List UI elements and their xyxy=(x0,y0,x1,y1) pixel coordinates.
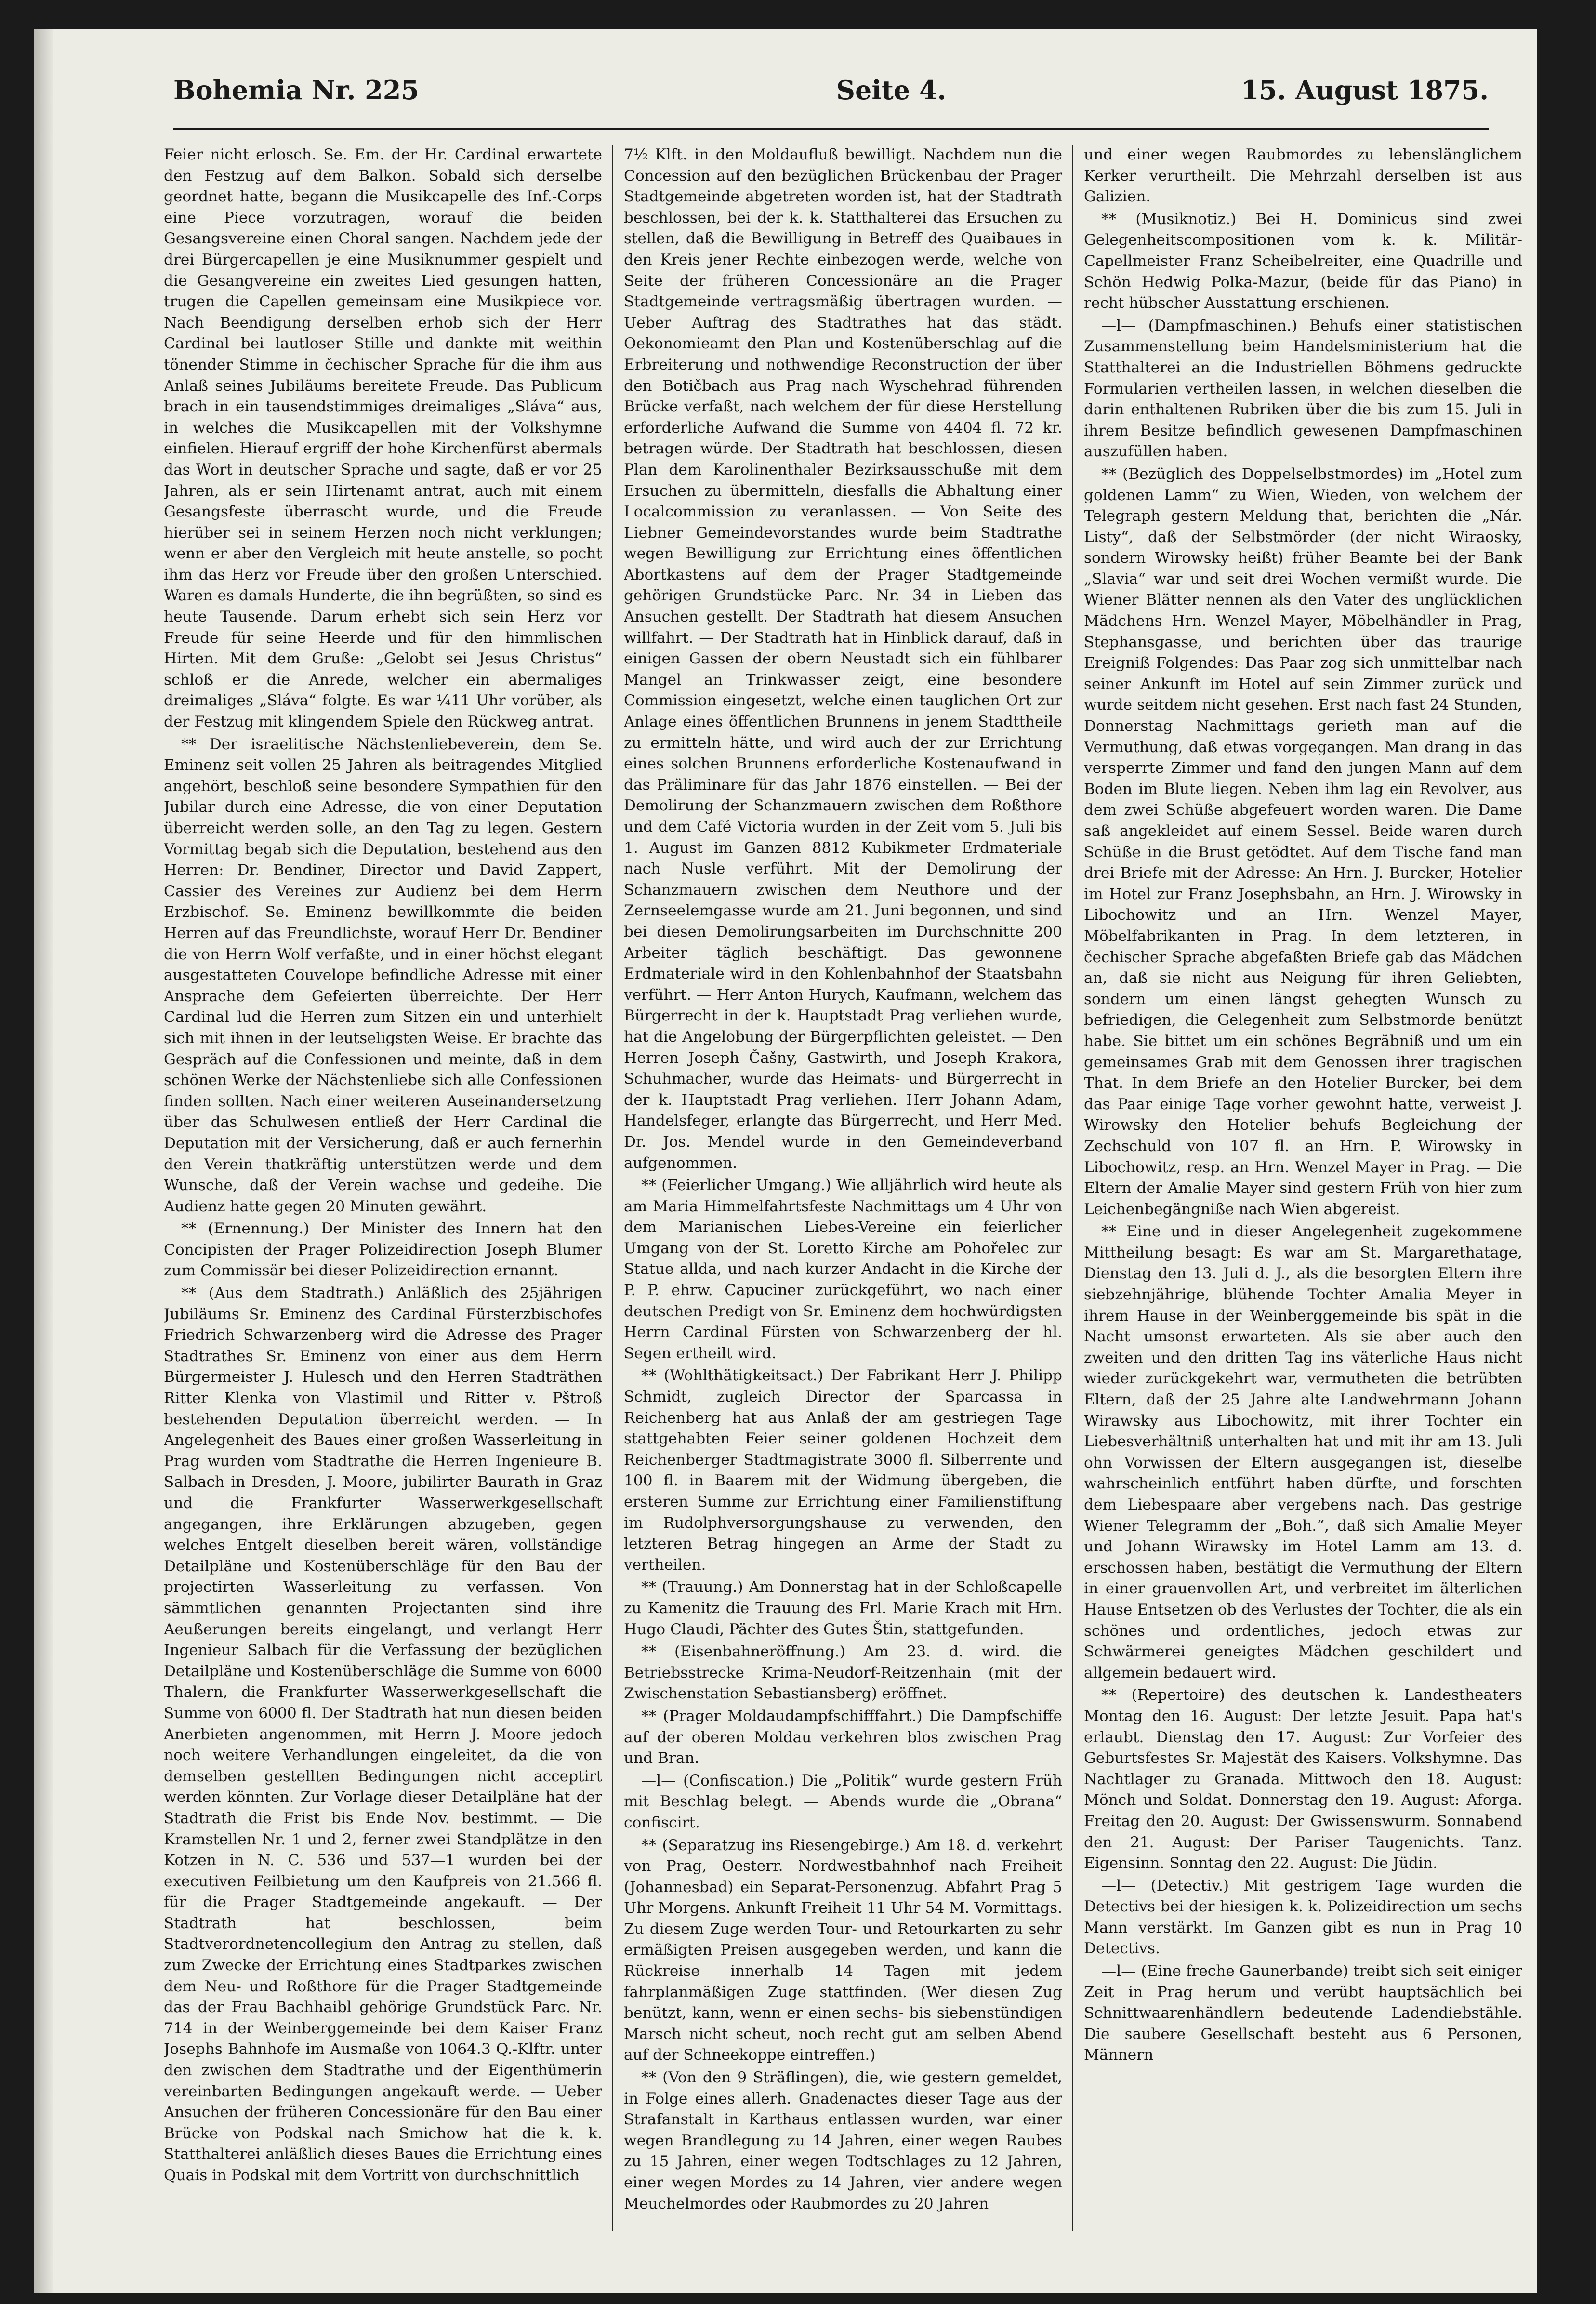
article-paragraph: ** (Trauung.) Am Donnerstag hat in der Schloßcapelle zu Kamenitz die Trauung des Frl. Marie Krach mit Hrn. Hugo Claudi, Pächter des Gutes Štin, stattgefunden. xyxy=(624,1578,1062,1638)
header-masthead: Bohemia Nr. 225 xyxy=(173,75,419,106)
article-paragraph: ** Der israelitische Nächstenliebeverein, dem Se. Eminenz seit vollen 25 Jahren als beitragendes Mitglied angehört, beschloß seine besondere Sympathien für den Jubilar durch eine Adresse, die von einer Deputation überreicht werden solle, an den Tag zu legen. Gestern Vormittag begab sich die Deputation, bestehend aus den Herren: Dr. Bendiner, Director und David Zappert, Cassier des Vereines zur Audienz bei dem Herrn Erzbischof. Se. Eminenz bewillkommte die beiden Herren auf das Freundlichste, worauf Herr Dr. Bendiner die von Herrn Wolf verfaßte, und in einer höchst elegant ausgestatteten Couvelope befindliche Adresse mit einer Ansprache dem Gefeierten überreichte. Der Herr Cardinal lud die Herren zum Sitzen ein und unterhielt sich mit ihnen in der leutseligsten Weise. Er brachte das Gespräch auf die Confessionen und meinte, daß in dem schönen Werke der Nächstenliebe sich alle Confessionen finden sollten. Nach einer weiteren Auseinandersetzung über das Schulwesen entließ der Herr Cardinal die Deputation mit der Versicherung, daß er auch fernerhin den Verein thatkräftig unterstützen werde und dem Wunsche, daß der Verein wachse und gedeihe. Die Audienz hatte gegen 20 Minuten gewährt. xyxy=(164,735,602,1215)
article-paragraph: ** (Feierlicher Umgang.) Wie alljährlich wird heute als am Maria Himmelfahrtsfeste Nachmittags um 4 Uhr von dem Marianischen Liebes-Vereine ein feierlicher Umgang von der St. Loretto Kirche am Pohořelec zur Statue allda, und nach kurzer Andacht in die Kirche der P. P. ehrw. Capuciner zurückgeführt, wo nach einer deutschen Predigt von Sr. Eminenz dem hochwürdigsten Herrn Cardinal Fürsten von Schwarzenberg der hl. Segen ertheilt wird. xyxy=(624,1177,1062,1362)
article-paragraph: —l— (Detectiv.) Mit gestrigem Tage wurden die Detectivs bei der hiesigen k. k. Polizeidirection um sechs Mann verstärkt. Im Ganzen gibt es nun in Prag 10 Detectivs. xyxy=(1084,1877,1522,1958)
article-paragraph: ** (Eisenbahneröffnung.) Am 23. d. wird. die Betriebsstrecke Krima-Neudorf-Reitzenhain (mit der Zwischenstation Sebastiansberg) eröffnet. xyxy=(624,1643,1062,1703)
article-paragraph: ** (Wohlthätigkeitsact.) Der Fabrikant Herr J. Philipp Schmidt, zugleich Director der Sparcassa in Reichenberg hat aus Anlaß der am gestriegen Tage stattgehabten Feier seiner goldenen Hochzeit dem Reichenberger Stadtmagistrate 3000 fl. Silberrente und 100 fl. in Baarem mit der Widmung übergeben, die ersteren Summe zur Errichtung einer Familienstiftung im Rudolphversorgungshause zu verwenden, den letzteren Betrag hingegen an Arme der Stadt zu vertheilen. xyxy=(624,1367,1062,1574)
article-paragraph: ** (Aus dem Stadtrath.) Anläßlich des 25jährigen Jubiläums Sr. Eminenz des Cardinal Fürsterzbischofes Friedrich Schwarzenberg wird die Adresse des Prager Stadtrathes Sr. Eminenz von einer aus dem Herrn Bürgermeister J. Hulesch und den Herren Stadträthen Ritter Klenka von Vlastimil und Ritter v. Pštroß bestehenden Deputation überreicht werden. — In Angelegenheit des Baues einer großen Wasserleitung in Prag wurden vom Stadtrathe die Herren Ingenieure B. Salbach in Dresden, J. Moore, jubilirter Baurath in Graz und die Frankfurter Wasserwerkgesellschaft angegangen, ihre Erklärungen abzugeben, gegen welches Entgelt dieselben bereit wären, vollständige Detailpläne und Kostenüberschläge für den Bau der projectirten Wasserleitung zu verfassen. Von sämmtlichen genannten Projectanten sind ihre Aeußerungen bereits eingelangt, und verlangt Herr Ingenieur Salbach für die Verfassung der bezüglichen Detailpläne und Kostenüberschläge die Summe von 6000 Thalern, die Frankfurter Wasserwerkgesellschaft die Summe von 6000 fl. Der Stadtrath hat nun diesen beiden Anerbieten angenommen, mit Herrn J. Moore jedoch noch weitere Verhandlungen eingeleitet, da die von demselben gestellten Bedingungen nicht acceptirt werden könnten. Zur Vorlage dieser Detailpläne hat der Stadtrath die Frist bis Ende Nov. bestimmt. — Die Kramstellen Nr. 1 und 2, ferner zwei Standplätze in den Kotzen in N. C. 536 und 537—1 wurden bei der executiven Feilbietung um den Kaufpreis von 21.566 fl. für die Prager Stadtgemeinde angekauft. — Der Stadtrath hat beschlossen, beim Stadtverordnetencollegium den Antrag zu stellen, daß zum Zwecke der Errichtung eines Stadtparkes zwischen dem Neu- und Roßthore für die Prager Stadtgemeinde das der Frau Bachhaibl gehörige Grundstück Parc. Nr. 714 in der Weinberggemeinde bei dem Kaiser Franz Josephs Bahnhofe im Ausmaße von 1064.3 Q.-Klftr. unter den zwischen dem Stadtrathe und der Eigenthümerin vereinbarten Bedingungen angekauft werde. — Ueber Ansuchen der früheren Concessionäre für den Bau einer Brücke von Podskal nach Smichow hat die k. k. Statthalterei anläßlich dieses Baues die Errichtung eines Quais in Podskal mit dem Vortritt von durchschnittlich xyxy=(164,1284,602,2184)
article-paragraph: ** (Repertoire) des deutschen k. Landestheaters Montag den 16. August: Der letzte Jesuit. Papa hat's erlaubt. Dienstag den 17. August: Zur Vorfeier des Geburtsfestes Sr. Majestät des Kaisers. Volkshymne. Das Nachtlager zu Granada. Mittwoch den 18. August: Mönch und Soldat. Donnerstag den 19. August: Aforga. Freitag den 20. August: Der Gwissenswurm. Sonnabend den 21. August: Der Pariser Taugenichts. Tanz. Eigensinn. Sonntag den 22. August: Die Jüdin. xyxy=(1084,1686,1522,1872)
article-paragraph: ** Eine und in dieser Angelegenheit zugekommene Mittheilung besagt: Es war am St. Margarethatage, Dienstag den 13. Juli d. J., als die besorgten Eltern ihre siebzehnjährige, blühende Tochter Amalia Meyer in ihrem Hause in der Weinberggemeinde bis spät in die Nacht umsonst erwarteten. Als sie aber auch den zweiten und den dritten Tag ins väterliche Haus nicht wieder zurückgekehrt war, vermutheten die betrübten Eltern, daß der 25 Jahre alte Landwehrmann Johann Wirawsky aus Libochowitz, mit ihrer Tochter ein Liebesverhältniß unterhalten hat und mit ihr am 13. Juli ohn Vorwissen der Eltern ausgegangen ist, dieselbe wahrscheinlich entführt haben dürfte, und forschten dem Liebespaare aber vergebens nach. Das gestrige Wiener Telegramm der „Boh.“, daß sich Amalie Meyer und Johann Wirawsky im Hotel Lamm am 13. d. erschossen haben, bestätigt die Vermuthung der Eltern in einer grauenvollen Art, und verbreitet im älterlichen Hause Entsetzen ob des Verlustes der Tochter, die als ein schönes und ordentliches, jedoch etwas zur Schwärmerei geneigtes Mädchen geschildert und allgemein bedauert wird. xyxy=(1084,1223,1522,1682)
article-paragraph: ** (Musiknotiz.) Bei H. Dominicus sind zwei Gelegenheitscompositionen vom k. k. Militär-Capellmeister Franz Scheibelreiter, eine Quadrille und Schön Hedwig Polka-Mazur, (beide für das Piano) in recht hübscher Ausstattung erschienen. xyxy=(1084,210,1522,312)
article-paragraph: ** (Ernennung.) Der Minister des Innern hat den Concipisten der Prager Polizeidirection Joseph Blumer zum Commissär bei dieser Polizeidirection ernannt. xyxy=(164,1220,602,1280)
article-paragraph: ** (Von den 9 Sträflingen), die, wie gestern gemeldet, in Folge eines allerh. Gnadenactes dieser Tage aus der Strafanstalt in Karthaus entlassen wurden, war einer wegen Brandlegung zu 14 Jahren, einer wegen Raubes zu 15 Jahren, einer wegen Todtschlages zu 12 Jahren, einer wegen Mordes zu 14 Jahren, vier andere wegen Meuchelmordes oder Raubmordes zu 20 Jahren xyxy=(624,2069,1062,2212)
header-rule xyxy=(173,128,1489,130)
column-1 xyxy=(164,145,602,2231)
column-separator xyxy=(1072,145,1073,2231)
article-paragraph: ** (Prager Moldaudampfschifffahrt.) Die Dampfschiffe auf der oberen Moldau verkehren blos zwischen Prag und Bran. xyxy=(624,1707,1062,1767)
column-separator xyxy=(612,145,613,2231)
binding-shadow xyxy=(34,29,53,2293)
column-2 xyxy=(624,145,1062,2231)
header-date: 15. August 1875. xyxy=(1240,75,1489,106)
newspaper-page xyxy=(34,29,1537,2293)
article-paragraph: Feier nicht erlosch. Se. Em. der Hr. Cardinal erwartete den Festzug auf dem Balkon. Sobald sich derselbe geordnet hatte, begann die Musikcapelle des Inf.-Corps eine Piece vorzutragen, worauf die beiden Gesangsvereine einen Choral sangen. Nachdem jede der drei Bürgercapellen je eine Musiknummer gespielt und die Gesangvereine ein zweites Lied gesungen hatten, trugen die Capellen gemeinsam eine Musikpiece vor. Nach Beendigung derselben erhob sich der Herr Cardinal bei lautloser Stille und dankte mit weithin tönender Stimme in čechischer Sprache für die ihm aus Anlaß seines Jubiläums bereitete Freude. Das Publicum brach in ein tausendstimmiges dreimaliges „Sláva“ aus, in welches die Musikcapellen mit der Volkshymne einfielen. Hierauf ergriff der hohe Kirchenfürst abermals das Wort in deutscher Sprache und sagte, daß er vor 25 Jahren, als er sein Hirtenamt antrat, auch mit einem Gesangsfeste überrascht wurde, und die Freude hierüber sei in seinem Herzen noch nicht verklungen; wenn er aber den Vergleich mit heute anstelle, so pocht ihm das Herz vor Freude über den großen Unterschied. Waren es damals Hunderte, die ihn begrüßten, so sind es heute Tausende. Darum erhebt sich sein Herz vor Freude für seine Heerde und für den himmlischen Hirten. Mit dem Gruße: „Gelobt sei Jesus Christus“ schloß er die Anrede, welcher ein abermaliges dreimaliges „Sláva“ folgte. Es war ¼11 Uhr vorüber, als der Festzug mit klingendem Spiele den Rückweg antrat. xyxy=(164,146,602,731)
article-paragraph: 7½ Klft. in den Moldaufluß bewilligt. Nachdem nun die Concession auf den bezüglichen Brückenbau der Prager Stadtgemeinde abgetreten worden ist, hat der Stadtrath beschlossen, bei der k. k. Statthalterei das Ersuchen zu stellen, daß die Bewilligung in Betreff des Quaibaues in den Kreis jener Rechte einbezogen werde, welche von Seite der früheren Concessionäre an die Prager Stadtgemeinde vertragsmäßig übertragen wurden. — Ueber Auftrag des Stadtrathes hat das städt. Oekonomieamt den Plan und Kostenüberschlag auf die Erbreiterung und nothwendige Reconstruction der über den Botičbach aus Prag nach Wyschehrad führenden Brücke verfaßt, nach welchem der für diese Herstellung erforderliche Aufwand die Summe von 4404 fl. 72 kr. betragen würde. Der Stadtrath hat beschlossen, diesen Plan dem Karolinenthaler Bezirksausschuße mit dem Ersuchen zu übermitteln, diesfalls die Abhaltung einer Localcommission zu veranlassen. — Von Seite des Liebner Gemeindevorstandes wurde beim Stadtrathe wegen Bewilligung zur Errichtung eines öffentlichen Abortkastens auf dem der Prager Stadtgemeinde gehörigen Grundstücke Parc. Nr. 34 in Lieben das Ansuchen gestellt. Der Stadtrath hat diesem Ansuchen willfahrt. — Der Stadtrath hat in Hinblick darauf, daß in einigen Gassen der obern Neustadt sich ein fühlbarer Mangel an Trinkwasser zeigt, eine besondere Commission eingesetzt, welche einen tauglichen Ort zur Anlage eines öffentlichen Brunnens in jenem Stadttheile zu ermitteln hätte, und wird auch der zur Errichtung eines solchen Brunnens erforderliche Kostenaufwand in das Präliminare für das Jahr 1876 einstellen. — Bei der Demolirung der Schanzmauern zwischen dem Roßthore und dem Café Victoria wurden in der Zeit vom 5. Juli bis 1. August im Ganzen 8812 Kubikmeter Erdmateriale nach Nusle verführt. Mit der Demolirung der Schanzmauern zwischen dem Neuthore und der Zernseelemgasse wurde am 21. Juni begonnen, und sind bei diesen Demolirungsarbeiten im Durchschnitte 200 Arbeiter täglich beschäftigt. Das gewonnene Erdmateriale wird in den Kohlenbahnhof der Staatsbahn verführt. — Herr Anton Hurych, Kaufmann, welchem das Bürgerrecht in der k. Hauptstadt Prag verliehen wurde, hat die Angelobung der Bürgerpflichten geleistet. — Den Herren Joseph Čašny, Gastwirth, und Joseph Krakora, Schuhmacher, wurde das Heimats- und Bürgerrecht in der k. Hauptstadt Prag verliehen. Herr Johann Adam, Handelsfeger, erlangte das Bürgerrecht, und Herr Med. Dr. Jos. Mendel wurde in den Gemeindeverband aufgenommen. xyxy=(624,146,1062,1172)
column-3 xyxy=(1084,145,1522,2231)
article-paragraph: ** (Bezüglich des Doppelselbstmordes) im „Hotel zum goldenen Lamm“ zu Wien, Wieden, von welchem der Telegraph gestern Meldung that, berichten die „Nár. Listy“, daß der Selbstmörder (der nicht Wiraosky, sondern Wirowsky heißt) früher Beamte bei der Bank „Slavia“ war und seit drei Wochen vermißt wurde. Die Wiener Blätter nennen als den Vater des unglücklichen Mädchens Hrn. Wenzel Mayer, Möbelhändler in Prag, Stephansgasse, und berichten über das traurige Ereigniß Folgendes: Das Paar zog sich unmittelbar nach seiner Ankunft im Hotel auf sein Zimmer zurück und wurde seitdem nicht gesehen. Erst nach fast 24 Stunden, Donnerstag Nachmittags gerieth man auf die Vermuthung, daß etwas vorgegangen. Man drang in das versperrte Zimmer und fand den jungen Mann auf dem Boden im Blute liegen. Neben ihm lag ein Revolver, aus dem zwei Schüße abgefeuert worden waren. Die Dame saß angekleidet auf einem Sessel. Beide waren durch Schüße in die Brust getödtet. Auf dem Tische fand man drei Briefe mit der Adresse: An Hrn. J. Burcker, Hotelier im Hotel zur Franz Josephsbahn, an Hrn. J. Wirowsky in Libochowitz und an Hrn. Wenzel Mayer, Möbelfabrikanten in Prag. In dem letzteren, in čechischer Sprache abgefaßten Briefe gab das Mädchen an, daß sie nicht aus Neigung für ihren Geliebten, sondern um einen längst gehegten Wunsch zu befriedigen, die Gelegenheit zum Selbstmorde benützt habe. Sie bittet um ein schönes Begräbniß und um ein gemeinsames Grab mit dem Genossen ihrer tragischen That. In dem Briefe an den Hotelier Burcker, bei dem das Paar einige Tage vorher gewohnt hatte, verweist J. Wirowsky den Hotelier behufs Begleichung der Zechschuld von 107 fl. an Hrn. P. Wirowsky in Libochowitz, resp. an Hrn. Wenzel Mayer in Prag. — Die Eltern der Amalie Mayer sind gestern Früh von hier zum Leichenbegängniße nach Wien abgereist. xyxy=(1084,465,1522,1218)
article-paragraph: —l— (Confiscation.) Die „Politik“ wurde gestern Früh mit Beschlag belegt. — Abends wurde die „Obrana“ confiscirt. xyxy=(624,1772,1062,1831)
article-paragraph: und einer wegen Raubmordes zu lebenslänglichem Kerker verurtheilt. Die Mehrzahl derselben ist aus Galizien. xyxy=(1084,146,1522,206)
page-header xyxy=(173,75,1489,132)
article-paragraph: —l— (Eine freche Gaunerbande) treibt sich seit einiger Zeit in Prag herum und verübt hauptsächlich bei Schnittwaarenhändlern bedeutende Ladendiebstähle. Die saubere Gesellschaft besteht aus 6 Personen, Männern xyxy=(1084,1962,1522,2064)
article-paragraph: ** (Separatzug ins Riesengebirge.) Am 18. d. verkehrt von Prag, Oesterr. Nordwestbahnhof nach Freiheit (Johannesbad) ein Separat-Personenzug. Abfahrt Prag 5 Uhr Morgens. Ankunft Freiheit 11 Uhr 54 M. Vormittags. Zu diesem Zuge werden Tour- und Retourkarten zu sehr ermäßigten Preisen ausgegeben werden, und kann die Rückreise innerhalb 14 Tagen mit jedem fahrplanmäßigen Zuge stattfinden. (Wer diesen Zug benützt, kann, wenn er einen sechs- bis siebenstündigen Marsch nicht scheut, noch recht gut am selben Abend auf der Schneekoppe eintreffen.) xyxy=(624,1836,1062,2064)
article-paragraph: —l— (Dampfmaschinen.) Behufs einer statistischen Zusammenstellung beim Handelsministerium hat die Statthalterei an die Industriellen Böhmens gedruckte Formularien vertheilen lassen, in welchen dieselben die darin enthaltenen Rubriken über die bis zum 15. Juli in ihrem Besitze befindlich gewesenen Dampfmaschinen auszufüllen haben. xyxy=(1084,317,1522,461)
header-page-number: Seite 4. xyxy=(836,75,947,106)
